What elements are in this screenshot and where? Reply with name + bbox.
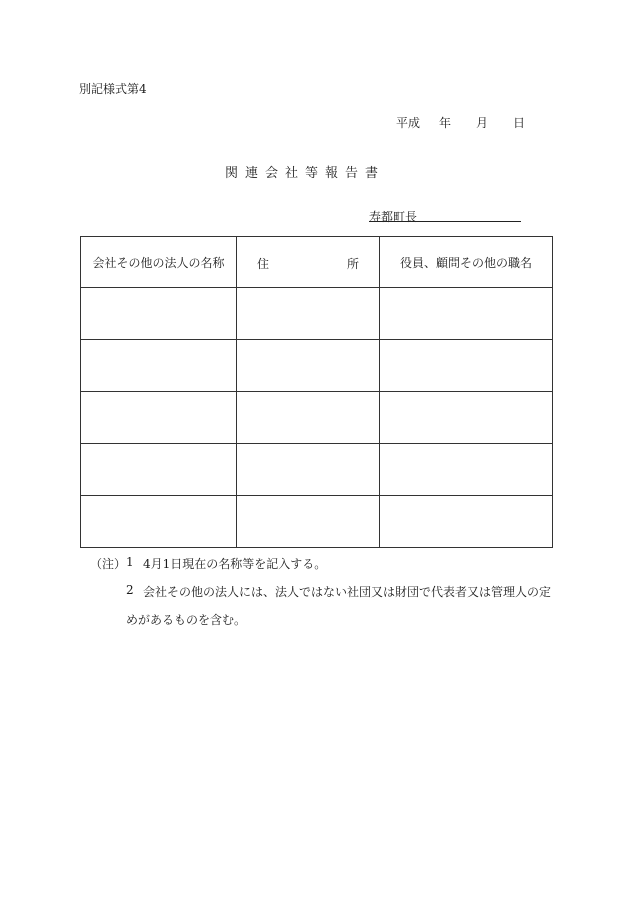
table-cell-name[interactable]: [81, 444, 237, 496]
note-1-text: 4月1日現在の名称等を記入する。: [143, 557, 327, 571]
date-line: [396, 114, 525, 131]
table-row: [81, 288, 553, 340]
table-cell-address[interactable]: [237, 496, 380, 548]
table-row: [81, 340, 553, 392]
table-cell-name[interactable]: [81, 496, 237, 548]
report-table: [80, 236, 553, 548]
table-cell-officer[interactable]: [380, 496, 553, 548]
document-title: 関連会社等報告書: [225, 166, 386, 181]
note-2-number: 2: [126, 583, 134, 597]
note-2-continuation: めがあるものを含む。: [126, 613, 247, 627]
notes-label: （注）: [90, 557, 127, 571]
header-company-name: 会社その他の法人の名称: [81, 237, 237, 288]
header-address-part2: 所: [346, 257, 359, 271]
table-cell-address[interactable]: [237, 444, 380, 496]
table-cell-name[interactable]: [81, 392, 237, 444]
header-address: [237, 237, 380, 288]
note-2-text: 会社その他の法人には、法人ではない社団又は財団で代表者又は管理人の定: [143, 585, 552, 599]
table-row: [81, 392, 553, 444]
header-officer-title: 役員、顧問その他の職名: [380, 237, 553, 288]
date-month: 月: [476, 116, 489, 130]
form-label: 別記様式第4: [79, 82, 147, 96]
table-cell-officer[interactable]: [380, 340, 553, 392]
date-day: 日: [513, 116, 526, 130]
table-cell-officer[interactable]: [380, 288, 553, 340]
table-cell-address[interactable]: [237, 392, 380, 444]
table-cell-officer[interactable]: [380, 392, 553, 444]
note-1-number: 1: [126, 555, 134, 569]
table-row: [81, 496, 553, 548]
addressee-underline: [369, 221, 521, 222]
table-cell-officer[interactable]: [380, 444, 553, 496]
addressee: 寿都町長: [369, 210, 418, 224]
table-header-row: [81, 237, 553, 288]
table-cell-address[interactable]: [237, 340, 380, 392]
table-cell-address[interactable]: [237, 288, 380, 340]
table-cell-name[interactable]: [81, 288, 237, 340]
date-year: 年: [439, 116, 452, 130]
table-cell-name[interactable]: [81, 340, 237, 392]
header-address-part1: 住: [257, 257, 270, 271]
date-era: 平成: [396, 116, 421, 130]
table-row: [81, 444, 553, 496]
